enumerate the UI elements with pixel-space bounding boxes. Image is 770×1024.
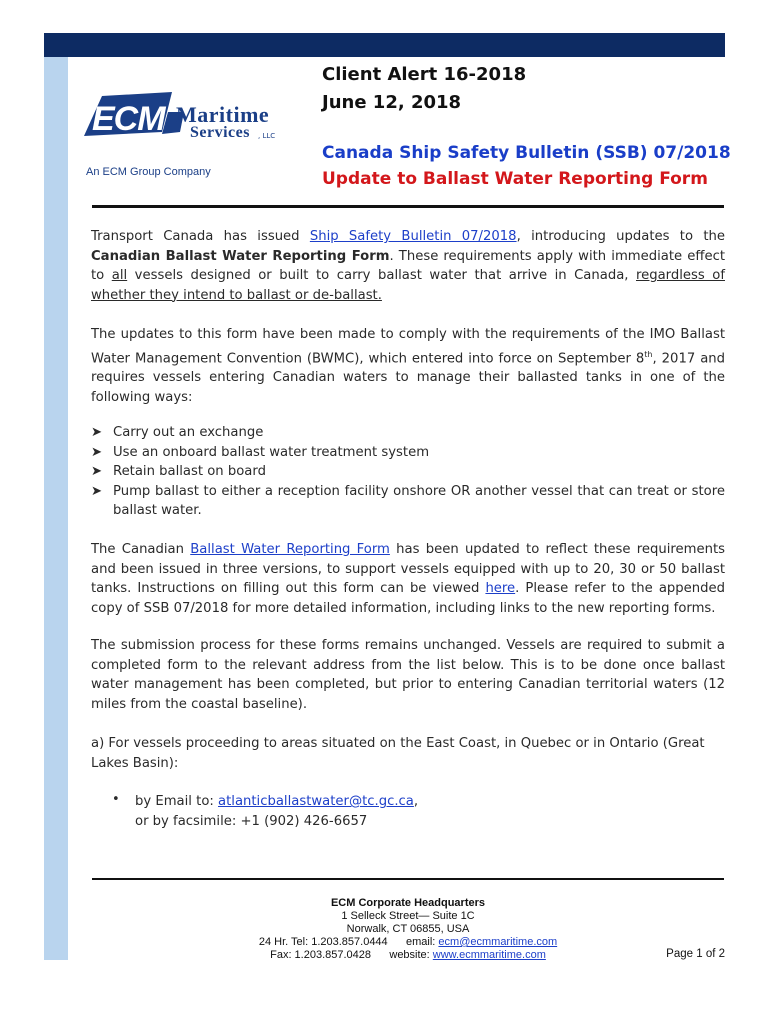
- form-name: Canadian Ballast Water Reporting Form: [91, 248, 390, 264]
- bulletin-title: Canada Ship Safety Bulletin (SSB) 07/2018: [322, 143, 731, 163]
- side-band: [44, 57, 68, 960]
- atlantic-email-link[interactable]: atlanticballastwater@tc.gc.ca: [218, 794, 414, 809]
- footer-address-line2: Norwalk, CT 06855, USA: [346, 923, 470, 935]
- reporting-form-paragraph: The Canadian Ballast Water Reporting Form has been updated to reflect these requirements and been issued in three versions, to support vessels equipped with up to 20, 30 or 50 ballast tanks. Instructions on filling out this form can be viewed here. Please refer to the appended copy of SSB 07/2018 for more detailed information, including links to the new reporting forms.: [91, 542, 725, 616]
- ecm-maritime-logo: [84, 72, 284, 182]
- logo-tagline: An ECM Group Company: [86, 166, 211, 178]
- logo-suffix: , LLC: [258, 132, 276, 140]
- footer-tel-line: 24 Hr. Tel: 1.203.857.0444 email: ecm@ecmmaritime.com: [258, 936, 558, 948]
- ways-list: [91, 423, 725, 521]
- logo-word-services: Services: [190, 124, 250, 141]
- header-band: [44, 33, 725, 57]
- list-item: ➤ Retain ballast on board: [91, 462, 725, 482]
- ballast-form-link[interactable]: Ballast Water Reporting Form: [190, 542, 390, 557]
- footer-title: ECM Corporate Headquarters: [330, 897, 486, 909]
- logo-brand: ECM: [92, 100, 165, 138]
- fax-line: or by facsimile: +1 (902) 426-6657: [135, 813, 368, 829]
- list-item: ➤ Pump ballast to either a reception facility onshore OR another vessel that can treat or store ballast water.: [91, 483, 725, 518]
- intro-paragraph: Transport Canada has issued Ship Safety Bulletin 07/2018, introducing updates to the Canadian Ballast Water Reporting Form. These requirements apply with immediate effect to all vessels designed or built to carry ballast water that arrive in Canada, regardless of whether they intend to ballast or de-ballast.: [91, 229, 725, 303]
- page-number: Page 1 of 2: [666, 948, 725, 960]
- header-divider: [92, 205, 724, 208]
- bullet-dot-icon: •: [112, 792, 120, 807]
- contact-block: by Email to: atlanticballastwater@tc.gc.ca, or by facsimile: +1 (902) 426-6657: [135, 792, 695, 831]
- arrow-bullet-icon: ➤: [91, 425, 103, 440]
- footer: [92, 897, 724, 962]
- bulletin-subtitle: Update to Ballast Water Reporting Form: [322, 169, 708, 189]
- logo-word-maritime: Maritime: [176, 102, 270, 127]
- list-item: ➤ Carry out an exchange: [91, 423, 725, 443]
- arrow-bullet-icon: ➤: [91, 483, 103, 499]
- here-link[interactable]: here: [485, 581, 516, 596]
- arrow-bullet-icon: ➤: [91, 464, 103, 479]
- ssb-link[interactable]: Ship Safety Bulletin 07/2018: [309, 229, 517, 244]
- arrow-bullet-icon: ➤: [91, 444, 103, 460]
- footer-email-link[interactable]: ecm@ecmmaritime.com: [438, 936, 558, 948]
- list-item: ➤ Use an onboard ballast water treatment system: [91, 443, 725, 463]
- alert-number: Client Alert 16-2018: [322, 64, 527, 85]
- footer-divider: [92, 878, 724, 880]
- east-coast-paragraph: a) For vessels proceeding to areas situated on the East Coast, in Quebec or in Ontario (Great Lakes Basin):: [91, 736, 705, 771]
- footer-address-line1: 1 Selleck Street— Suite 1C: [341, 910, 475, 922]
- alert-date: June 12, 2018: [322, 92, 462, 113]
- footer-website-link[interactable]: www.ecmmaritime.com: [432, 949, 546, 961]
- submission-paragraph: The submission process for these forms remains unchanged. Vessels are required to submit a completed form to the relevant address from the list below. This is to be done once ballast water management has been completed, but prior to entering Canadian territorial waters (12 miles from the coastal baseline).: [91, 638, 725, 712]
- bwmc-paragraph: The updates to this form have been made to comply with the requirements of the IMO Ballast Water Management Convention (BWMC), which entered into force on September 8th, 2017 and requires vessels entering Canadian waters to manage their ballasted tanks in one of the following ways:: [91, 327, 726, 405]
- footer-fax-line: Fax: 1.203.857.0428 website: www.ecmmaritime.com: [270, 949, 546, 961]
